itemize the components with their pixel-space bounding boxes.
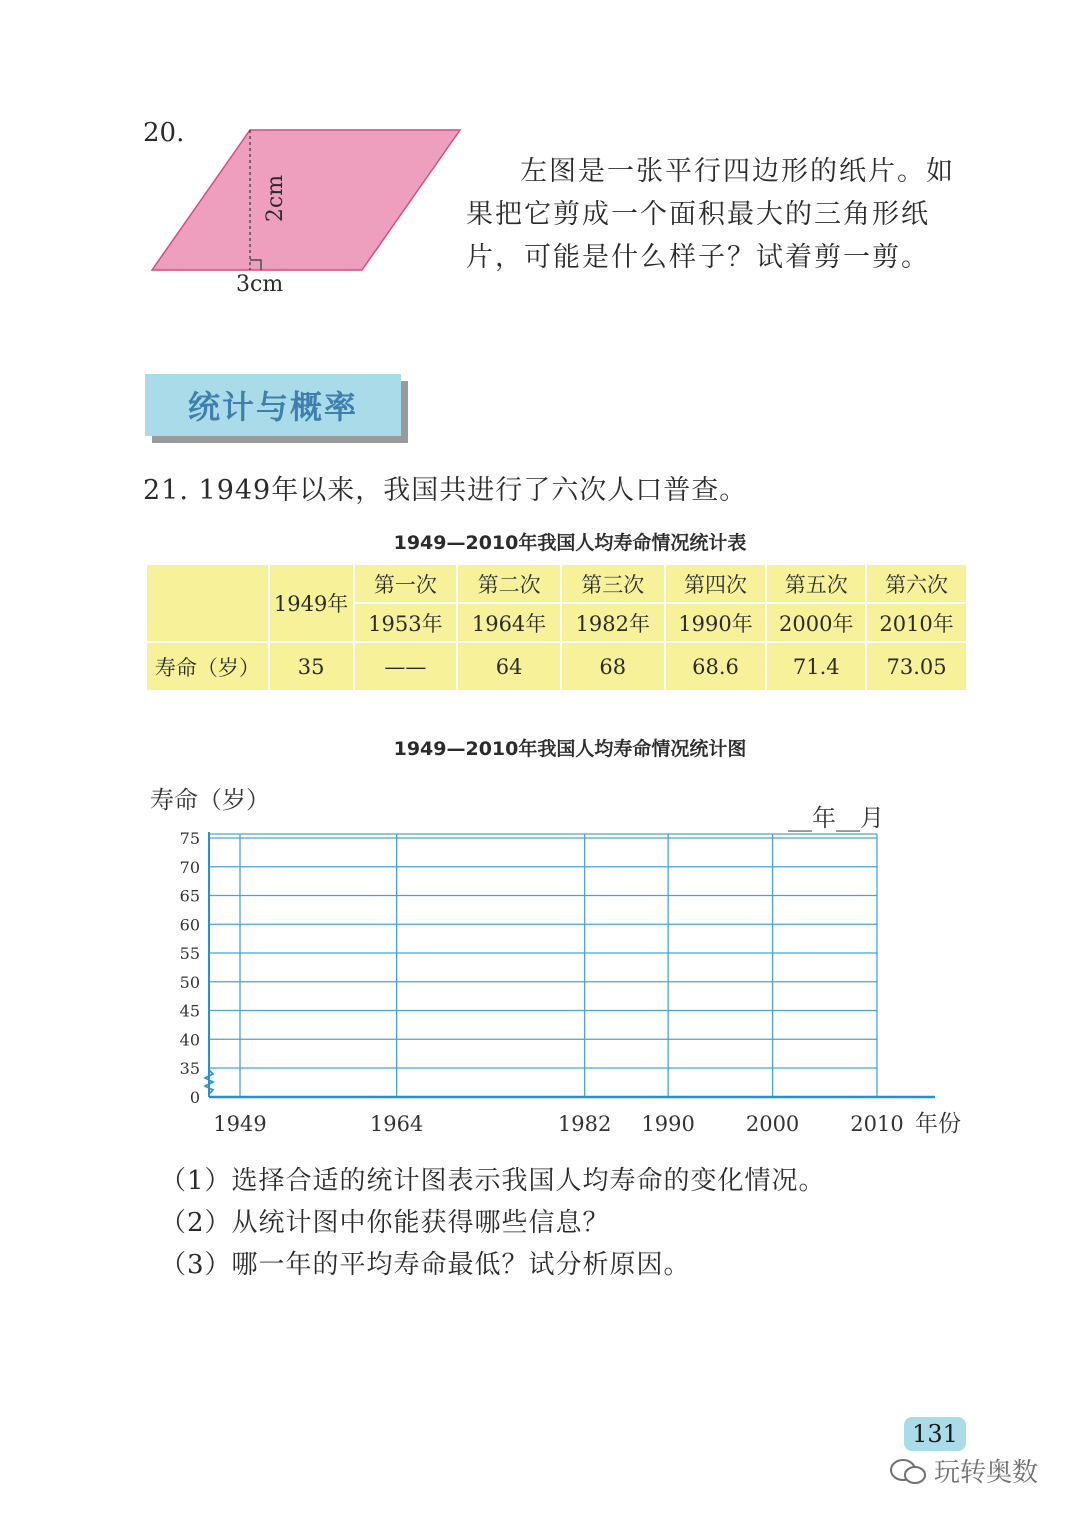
question-21-part-1: （1）选择合适的统计图表示我国人均寿命的变化情况。 [160, 1166, 826, 1196]
height-label: 2cm [263, 174, 289, 223]
table-cell: 第一次 [354, 564, 458, 603]
y-axis-title: 寿命（岁） [150, 786, 270, 814]
table-cell: 第三次 [561, 564, 665, 603]
y-tick-label: 40 [179, 1030, 200, 1050]
y-tick-label: 65 [179, 886, 200, 906]
y-tick-label: 45 [179, 1001, 200, 1021]
date-stamp: __年__月 [788, 804, 884, 832]
table-cell: 第六次 [866, 564, 967, 603]
table-cell: —— [354, 642, 458, 691]
y-tick-label: 75 [179, 829, 200, 848]
table-cell: 68.6 [665, 642, 767, 691]
section-heading [145, 374, 401, 436]
parallelogram-shape [152, 130, 460, 270]
page-number: 131 [904, 1417, 966, 1451]
table-cell: 1949年 [269, 564, 354, 642]
wechat-icon [888, 1456, 928, 1486]
x-axis-title: 年份 [915, 1111, 961, 1137]
y-tick-label: 60 [179, 915, 200, 935]
table-row [146, 564, 967, 603]
y-tick-label: 0 [189, 1088, 200, 1107]
table-title: 1949—2010年我国人均寿命情况统计表 [393, 532, 747, 554]
chart-title: 1949—2010年我国人均寿命情况统计图 [393, 738, 747, 760]
x-tick-label: 1949 [213, 1112, 267, 1136]
x-tick-label: 2000 [745, 1112, 800, 1136]
x-tick-label: 1990 [641, 1112, 695, 1136]
y-tick-label: 35 [179, 1059, 200, 1078]
table-cell: 35 [269, 642, 354, 691]
table-cell: 71.4 [766, 642, 866, 691]
question-20-text: 左图是一张平行四边形的纸片。如果把它剪成一个面积最大的三角形纸片，可能是什么样子？试着剪一剪。 [466, 156, 955, 273]
table-corner-cell [146, 564, 269, 642]
table-row-label: 寿命（岁） [146, 642, 269, 691]
x-tick-label: 2010 [850, 1112, 904, 1136]
watermark [888, 1452, 1038, 1489]
table-cell: 第五次 [766, 564, 866, 603]
x-tick-label: 1964 [369, 1112, 424, 1136]
table-cell: 68 [561, 642, 665, 691]
table-cell: 1964年 [457, 603, 561, 642]
question-20-number: 20. [143, 118, 185, 148]
table-cell: 64 [457, 642, 561, 691]
y-tick-label: 70 [179, 857, 200, 877]
section-title: 统计与概率 [187, 388, 358, 426]
table-cell: 1990年 [665, 603, 767, 642]
question-21-part-2: （2）从统计图中你能获得哪些信息？ [160, 1208, 610, 1238]
parallelogram-figure [140, 120, 470, 280]
table-cell: 第二次 [457, 564, 561, 603]
base-label: 3cm [236, 272, 284, 297]
question-21-part-3: （3）哪一年的平均寿命最低？试分析原因。 [160, 1250, 691, 1280]
table-cell: 2010年 [866, 603, 967, 642]
watermark-text: 玩转奥数 [934, 1458, 1039, 1488]
life-expectancy-table [145, 563, 968, 692]
table-cell: 73.05 [866, 642, 967, 691]
table-cell: 2000年 [766, 603, 866, 642]
table-cell: 第四次 [665, 564, 767, 603]
table-cell: 1982年 [561, 603, 665, 642]
life-expectancy-chart [140, 778, 980, 1148]
x-tick-label: 1982 [557, 1112, 612, 1136]
question-21-intro: 21. 1949年以来，我国共进行了六次人口普查。 [143, 475, 748, 506]
y-tick-label: 55 [179, 944, 200, 963]
table-row [146, 642, 967, 691]
y-tick-label: 50 [179, 972, 200, 992]
table-cell: 1953年 [354, 603, 458, 642]
